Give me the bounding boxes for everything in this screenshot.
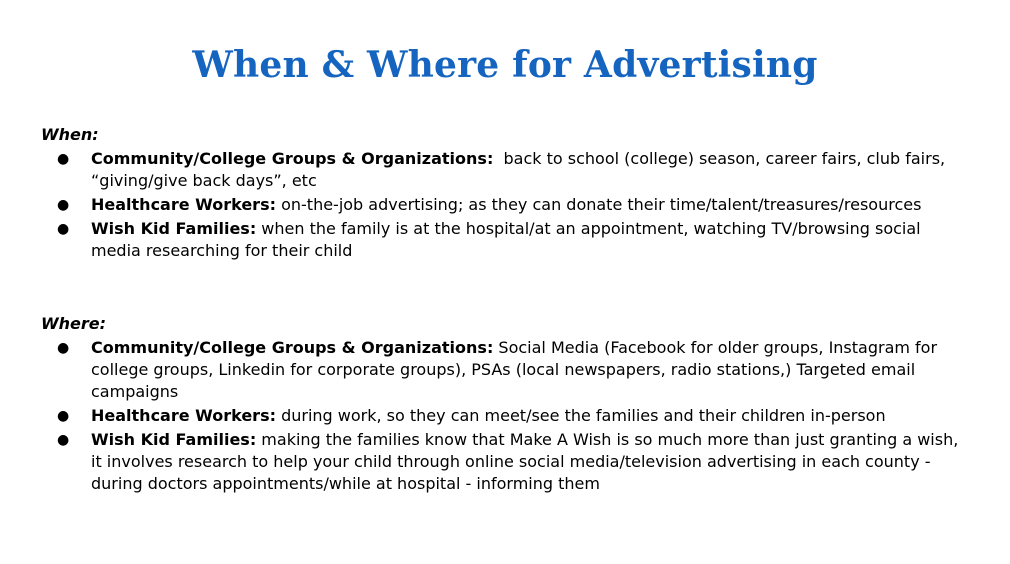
where-list: [41, 337, 971, 495]
when-section: [41, 124, 971, 264]
list-item: [41, 218, 971, 262]
item-text: during work, so they can meet/see the families and their children in-person: [276, 406, 886, 425]
slide-title: When & Where for Advertising: [192, 44, 818, 86]
item-label: Community/College Groups & Organizations:: [91, 338, 494, 357]
item-text: making the families know that Make A Wish is so much more than just granting a wish, it involves research to help your child through online social media/television advertising in each county - during doctors appointments/while at hospital - informing them: [91, 430, 959, 493]
when-heading: When:: [41, 125, 99, 144]
item-label: Wish Kid Families:: [91, 219, 257, 238]
item-label: Wish Kid Families:: [91, 430, 257, 449]
list-item: [41, 405, 971, 427]
bullet-icon: ●: [57, 151, 70, 167]
list-item: [41, 194, 971, 216]
where-heading: Where:: [41, 314, 107, 333]
list-item: [41, 148, 971, 192]
bullet-icon: ●: [57, 340, 70, 356]
item-text: back to school (college) season, career fairs, club fairs, “giving/give back days”, etc: [91, 149, 951, 190]
where-section: [41, 313, 971, 497]
item-text: on-the-job advertising; as they can donate their time/talent/treasures/resources: [276, 195, 922, 214]
bullet-icon: ●: [57, 408, 70, 424]
bullet-icon: ●: [57, 432, 70, 448]
list-item: [41, 429, 971, 495]
bullet-icon: ●: [57, 221, 70, 237]
item-label: Healthcare Workers:: [91, 195, 276, 214]
item-label: Community/College Groups & Organizations:: [91, 149, 494, 168]
item-label: Healthcare Workers:: [91, 406, 276, 425]
item-text: Social Media (Facebook for older groups, Instagram for college groups, Linkedin for corporate groups), PSAs (local newspapers, radio stations,) Targeted email campaigns: [91, 338, 938, 401]
item-text: when the family is at the hospital/at an appointment, watching TV/browsing social media researching for their child: [91, 219, 921, 260]
list-item: [41, 337, 971, 403]
when-list: [41, 148, 971, 262]
bullet-icon: ●: [57, 197, 70, 213]
